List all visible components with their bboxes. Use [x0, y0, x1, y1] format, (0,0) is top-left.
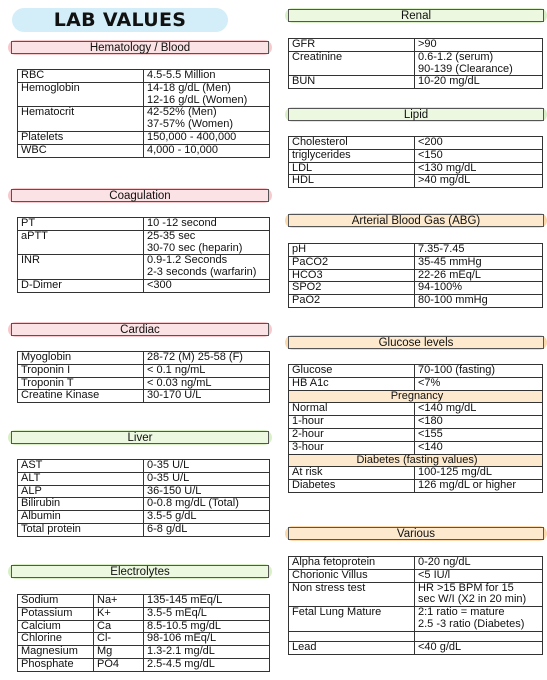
reference-value: <150 [415, 149, 543, 162]
symbol: PO4 [94, 658, 144, 671]
table-row [289, 441, 543, 454]
reference-value: 4.5-5.5 Million [144, 70, 270, 83]
symbol: Cl- [94, 633, 144, 646]
reference-value: 42-52% (Men) 37-57% (Women) [144, 107, 270, 132]
reference-value: 98-106 mEq/L [144, 633, 270, 646]
table-row [289, 390, 543, 403]
table-row [289, 162, 543, 175]
reference-value: 2.5-4.5 mg/dL [144, 658, 270, 671]
reference-value: HR >15 BPM for 15 sec W/I (X2 in 20 min) [415, 582, 543, 607]
reference-value: 150,000 - 400,000 [144, 131, 270, 144]
test-name: Bilirubin [18, 498, 144, 511]
test-name: Total protein [18, 523, 144, 536]
table-row [289, 295, 543, 308]
lipid-table [288, 136, 543, 188]
table-row [289, 454, 543, 467]
test-name: Lead [289, 641, 415, 654]
test-name: Chorionic Villus [289, 569, 415, 582]
test-name: triglycerides [289, 149, 415, 162]
test-name: SPO2 [289, 282, 415, 295]
test-name: HCO3 [289, 269, 415, 282]
table-row [18, 70, 270, 83]
cardiac-header [8, 322, 272, 337]
reference-value: 7.35-7.45 [415, 244, 543, 257]
test-name: HDL [289, 175, 415, 188]
liver-header [8, 430, 272, 445]
reference-value: <7% [415, 377, 543, 390]
test-name: Glucose [289, 365, 415, 378]
test-name: PaCO2 [289, 256, 415, 269]
test-name: pH [289, 244, 415, 257]
electrolytes-header-label: Electrolytes [11, 565, 269, 578]
test-name: Albumin [18, 511, 144, 524]
reference-value: 22-26 mEq/L [415, 269, 543, 282]
test-name: Platelets [18, 131, 144, 144]
table-row [289, 582, 543, 607]
test-name: Phosphate [18, 658, 94, 671]
hematology-header [8, 40, 272, 55]
glucose-header [285, 335, 547, 350]
table-row [18, 364, 270, 377]
reference-value: 2:1 ratio = mature 2.5 -3 ratio (Diabetes) [415, 607, 543, 632]
reference-value: <130 mg/dL [415, 162, 543, 175]
table-row [18, 523, 270, 536]
reference-value: 4,000 - 10,000 [144, 144, 270, 157]
test-name: Myoglobin [18, 352, 144, 365]
abg-header [285, 213, 547, 228]
reference-value: 30-170 U/L [144, 390, 270, 403]
table-row [289, 403, 543, 416]
reference-value: 135-145 mEq/L [144, 595, 270, 608]
table-row [289, 365, 543, 378]
test-name: RBC [18, 70, 144, 83]
table-row [289, 428, 543, 441]
table-row [289, 256, 543, 269]
cardiac-table [17, 351, 270, 403]
test-name: Hematocrit [18, 107, 144, 132]
table-row [18, 646, 270, 659]
test-name: 2-hour [289, 428, 415, 441]
glucose-table [288, 364, 543, 493]
test-name: Hemoglobin [18, 82, 144, 107]
table-row [289, 244, 543, 257]
test-name: Non stress test [289, 582, 415, 607]
reference-value: 10 -12 second [144, 218, 270, 231]
test-name: Chlorine [18, 633, 94, 646]
table-row [289, 631, 543, 641]
renal-header-label: Renal [288, 9, 544, 22]
table-row [18, 633, 270, 646]
reference-value: 0.6-1.2 (serum) 90-139 (Clearance) [415, 51, 543, 76]
table-row [18, 230, 270, 255]
reference-value: <180 [415, 416, 543, 429]
reference-value: >40 mg/dL [415, 175, 543, 188]
table-row [289, 175, 543, 188]
electrolytes-header [8, 564, 272, 579]
abg-header-label: Arterial Blood Gas (ABG) [288, 214, 544, 227]
table-row [18, 352, 270, 365]
reference-value: 8.5-10.5 mg/dL [144, 620, 270, 633]
reference-value: 35-45 mmHg [415, 256, 543, 269]
table-row [289, 282, 543, 295]
test-name: Diabetes [289, 480, 415, 493]
various-header-label: Various [288, 527, 544, 540]
coagulation-header [8, 188, 272, 203]
test-name: Calcium [18, 620, 94, 633]
test-name: GFR [289, 39, 415, 52]
table-row [18, 658, 270, 671]
table-row [18, 255, 270, 280]
reference-value: <155 [415, 428, 543, 441]
renal-table [288, 38, 543, 89]
table-row [18, 390, 270, 403]
electrolytes-table [17, 594, 270, 672]
glucose-header-label: Glucose levels [288, 336, 544, 349]
reference-value: 36-150 U/L [144, 485, 270, 498]
test-name: PT [18, 218, 144, 231]
table-row [289, 557, 543, 570]
table-row [289, 76, 543, 89]
table-row [18, 485, 270, 498]
table-row [18, 82, 270, 107]
table-row [289, 149, 543, 162]
table-row [18, 279, 270, 292]
test-name: ALP [18, 485, 144, 498]
reference-value: < 0.03 ng/mL [144, 377, 270, 390]
reference-value: <140 [415, 441, 543, 454]
liver-table [17, 459, 270, 537]
table-row [18, 460, 270, 473]
table-row [18, 107, 270, 132]
reference-value: <40 g/dL [415, 641, 543, 654]
hematology-header-label: Hematology / Blood [11, 41, 269, 54]
test-name: INR [18, 255, 144, 280]
test-name: D-Dimer [18, 279, 144, 292]
test-name: BUN [289, 76, 415, 89]
page-title: LAB VALUES [12, 8, 228, 32]
lipid-header [285, 107, 547, 122]
reference-value: <200 [415, 137, 543, 150]
coagulation-header-label: Coagulation [11, 189, 269, 202]
reference-value: 28-72 (M) 25-58 (F) [144, 352, 270, 365]
table-row [18, 498, 270, 511]
table-row [18, 595, 270, 608]
pregnancy-subheader: Pregnancy [289, 390, 543, 403]
test-name: Creatinine [289, 51, 415, 76]
test-name: Potassium [18, 607, 94, 620]
table-row [18, 144, 270, 157]
test-name: Creatine Kinase [18, 390, 144, 403]
cardiac-header-label: Cardiac [11, 323, 269, 336]
reference-value: 94-100% [415, 282, 543, 295]
reference-value: 10-20 mg/dL [415, 76, 543, 89]
test-name: LDL [289, 162, 415, 175]
liver-header-label: Liver [11, 431, 269, 444]
table-row [18, 377, 270, 390]
symbol: K+ [94, 607, 144, 620]
reference-value: 0-20 ng/dL [415, 557, 543, 570]
reference-value: 70-100 (fasting) [415, 365, 543, 378]
test-name: Normal [289, 403, 415, 416]
test-name: AST [18, 460, 144, 473]
table-row [18, 472, 270, 485]
symbol: Ca [94, 620, 144, 633]
test-name: Troponin T [18, 377, 144, 390]
reference-value: 25-35 sec 30-70 sec (heparin) [144, 230, 270, 255]
test-name: WBC [18, 144, 144, 157]
table-row [289, 51, 543, 76]
table-row [289, 480, 543, 493]
various-table [288, 556, 543, 655]
reference-value: 0-35 U/L [144, 472, 270, 485]
table-row [289, 467, 543, 480]
various-header [285, 526, 547, 541]
reference-value: <140 mg/dL [415, 403, 543, 416]
reference-value: 1.3-2.1 mg/dL [144, 646, 270, 659]
table-row [18, 620, 270, 633]
test-name: Fetal Lung Mature [289, 607, 415, 632]
table-row [289, 416, 543, 429]
table-row [289, 137, 543, 150]
reference-value: 0.9-1.2 Seconds 2-3 seconds (warfarin) [144, 255, 270, 280]
reference-value: 100-125 mg/dL [415, 467, 543, 480]
table-row [289, 39, 543, 52]
empty-cell [415, 631, 543, 641]
table-row [18, 131, 270, 144]
diabetes-fasting-values-subheader: Diabetes (fasting values) [289, 454, 543, 467]
test-name: 1-hour [289, 416, 415, 429]
coagulation-table [17, 217, 270, 293]
reference-value: 14-18 g/dL (Men) 12-16 g/dL (Women) [144, 82, 270, 107]
table-row [289, 607, 543, 632]
reference-value: 3.5-5 g/dL [144, 511, 270, 524]
empty-cell [289, 631, 415, 641]
test-name: 3-hour [289, 441, 415, 454]
test-name: Cholesterol [289, 137, 415, 150]
reference-value: 6-8 g/dL [144, 523, 270, 536]
reference-value: >90 [415, 39, 543, 52]
reference-value: 80-100 mmHg [415, 295, 543, 308]
test-name: Magnesium [18, 646, 94, 659]
symbol: Na+ [94, 595, 144, 608]
table-row [18, 218, 270, 231]
test-name: ALT [18, 472, 144, 485]
reference-value: <5 IU/l [415, 569, 543, 582]
abg-table [288, 243, 543, 308]
table-row [289, 269, 543, 282]
reference-value: 126 mg/dL or higher [415, 480, 543, 493]
test-name: HB A1c [289, 377, 415, 390]
symbol: Mg [94, 646, 144, 659]
table-row [18, 511, 270, 524]
test-name: PaO2 [289, 295, 415, 308]
test-name: Alpha fetoprotein [289, 557, 415, 570]
reference-value: 0-35 U/L [144, 460, 270, 473]
test-name: Sodium [18, 595, 94, 608]
table-row [289, 569, 543, 582]
table-row [289, 377, 543, 390]
table-row [18, 607, 270, 620]
lipid-header-label: Lipid [288, 108, 544, 121]
test-name: aPTT [18, 230, 144, 255]
table-row [289, 641, 543, 654]
reference-value: < 0.1 ng/mL [144, 364, 270, 377]
test-name: At risk [289, 467, 415, 480]
hematology-table [17, 69, 270, 158]
reference-value: 0-0.8 mg/dL (Total) [144, 498, 270, 511]
reference-value: <300 [144, 279, 270, 292]
test-name: Troponin I [18, 364, 144, 377]
renal-header [285, 8, 547, 23]
reference-value: 3.5-5 mEq/L [144, 607, 270, 620]
